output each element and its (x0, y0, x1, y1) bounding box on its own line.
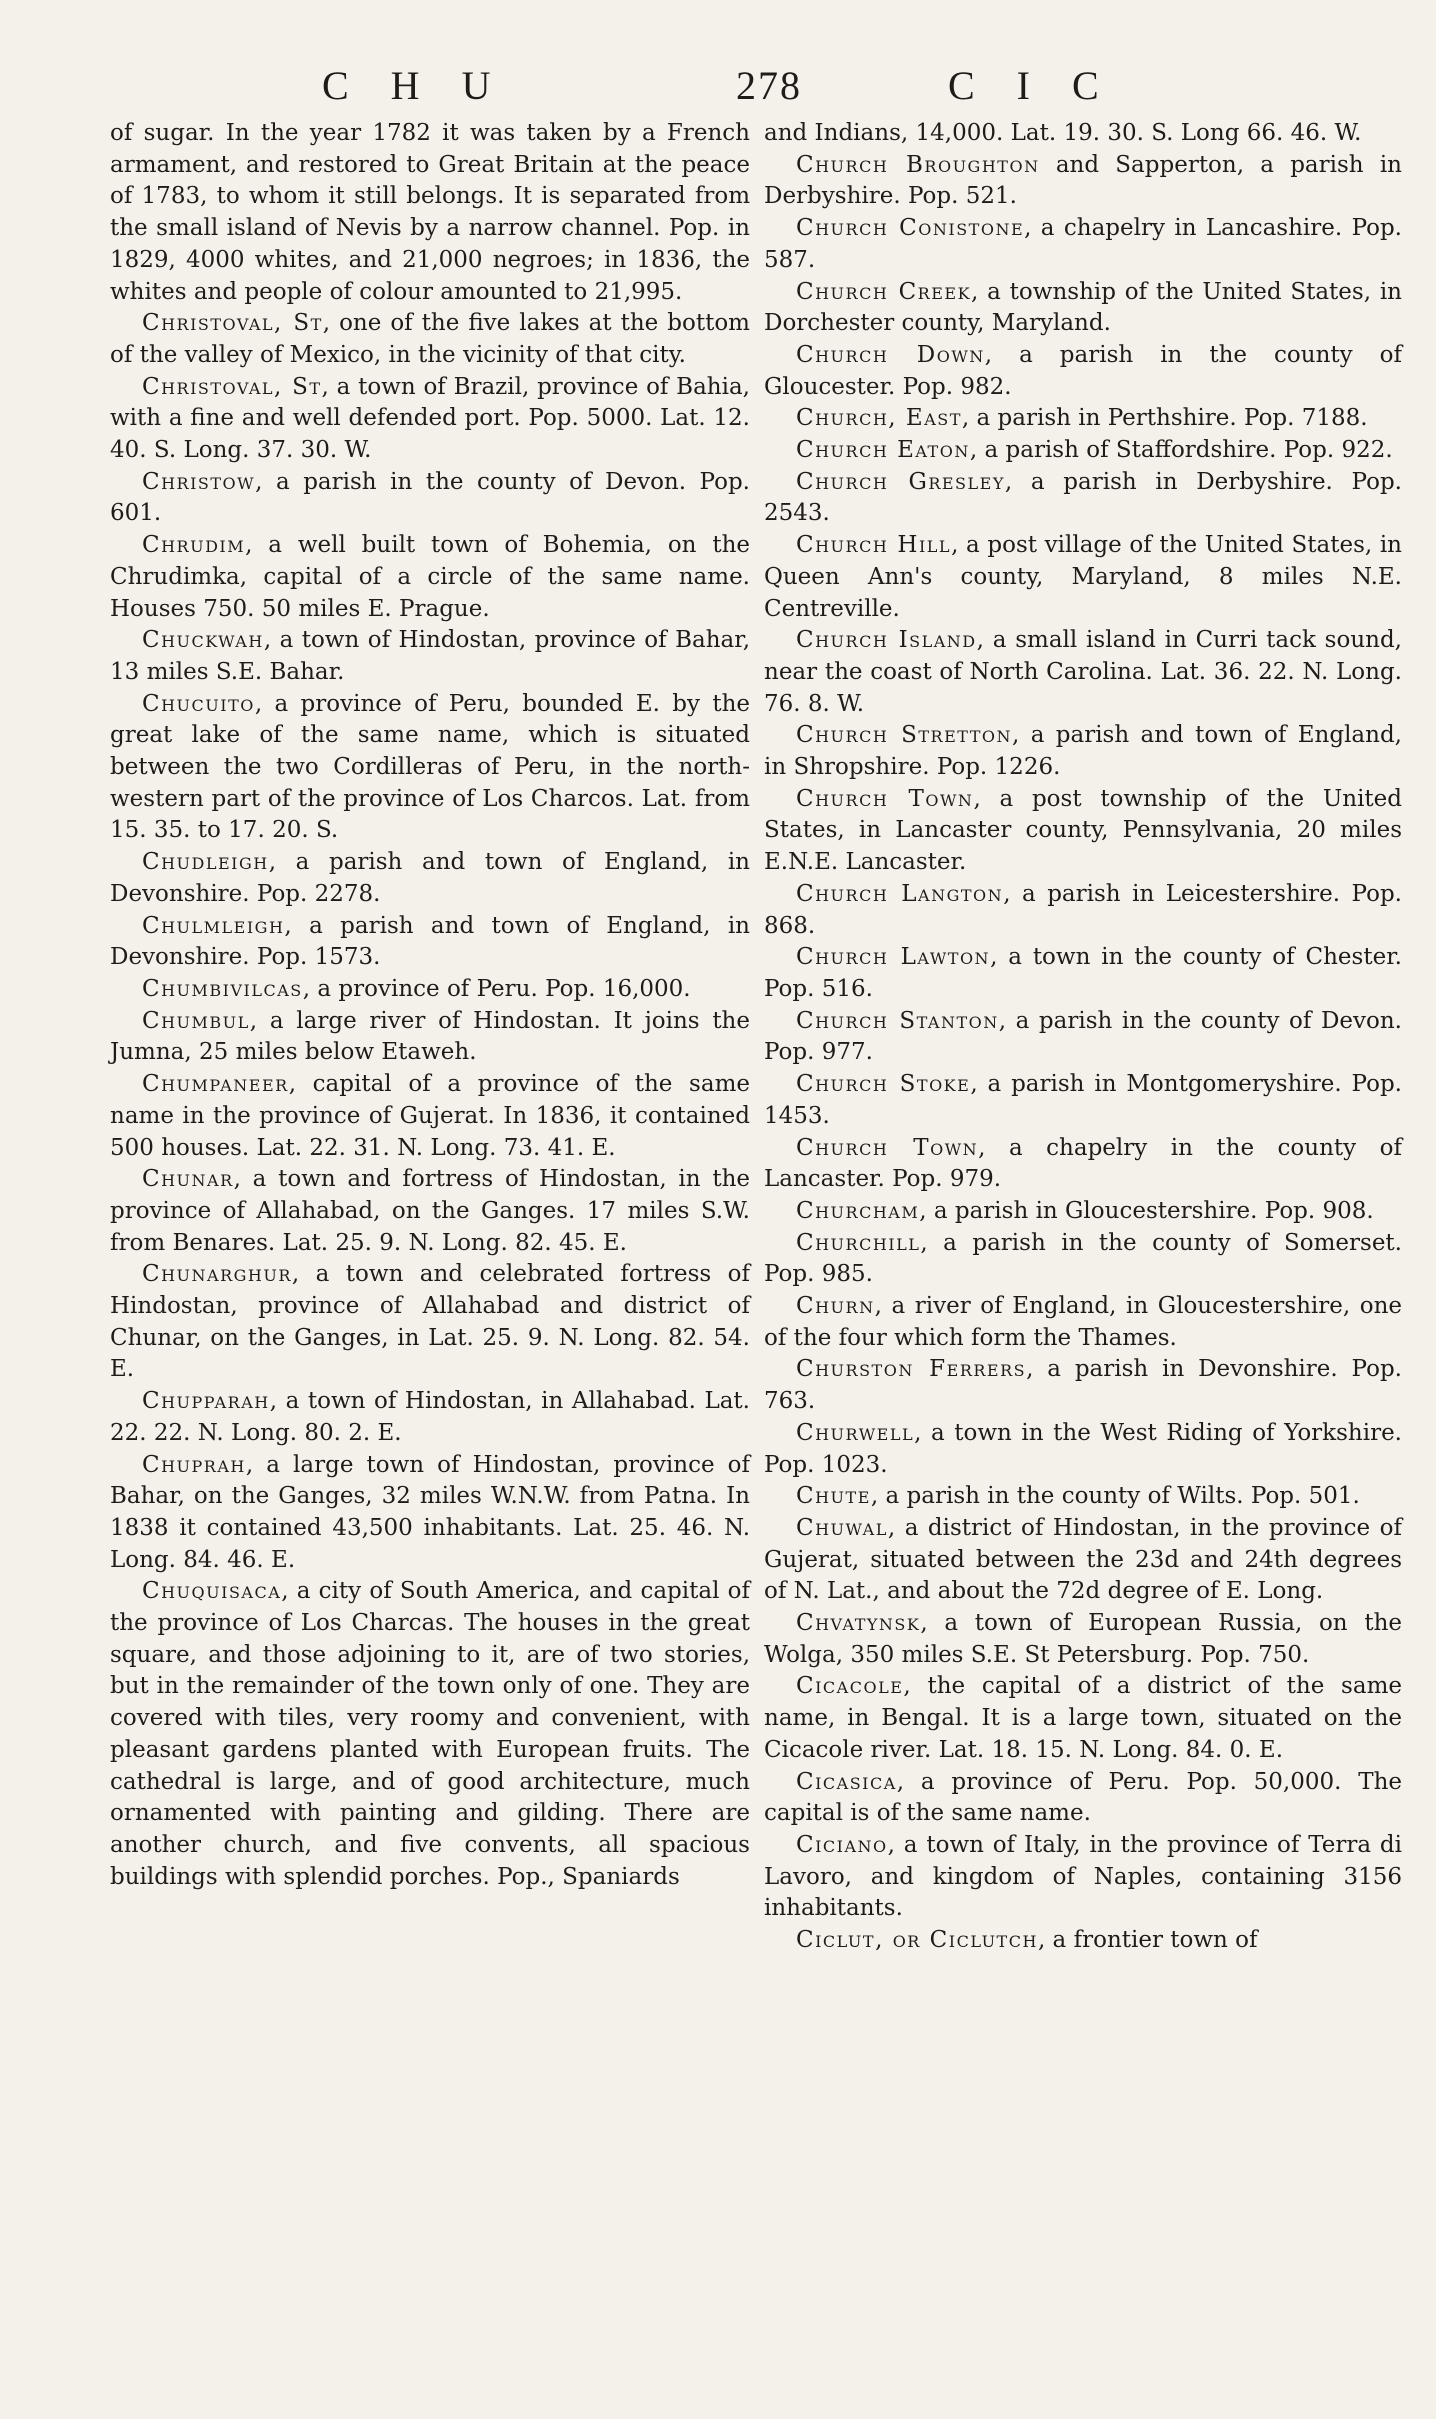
entry-headword: Churston Ferrers (796, 1356, 1027, 1383)
entry-headword: Christoval, St (142, 310, 323, 337)
entry-headword: Church Conistone (796, 215, 1025, 242)
entry-text: , a post village of the United States, in Queen Ann's county, Maryland, 8 miles N.E. Centreville. (764, 532, 1402, 622)
entry-headword: Church Lawton (796, 944, 991, 971)
entry-text: , a river of England, in Gloucestershire, one of the four which form the Thames. (764, 1293, 1402, 1351)
entry-headword: Church Island (796, 627, 977, 654)
entry-text: , a parish in Perthshire. Pop. 7188. (961, 405, 1368, 432)
gazetteer-entry (110, 625, 750, 688)
entry-headword: Chrudim (142, 532, 246, 559)
right-column (764, 118, 1402, 1957)
entry-headword: Chulmleigh (142, 912, 285, 939)
gazetteer-entry (764, 720, 1402, 783)
entry-text: , a town of Hindostan, in Allahabad. Lat. 22. 22. N. Long. 80. 2. E. (110, 1388, 750, 1446)
gazetteer-entry (110, 689, 750, 848)
gazetteer-entry (764, 1291, 1402, 1354)
entry-headword: Church Creek (796, 278, 972, 305)
entry-text: , a parish in Leicestershire. Pop. 868. (764, 880, 1402, 939)
entry-headword: Chute (796, 1483, 871, 1510)
gazetteer-entry (764, 1671, 1402, 1766)
gazetteer-entry (110, 467, 750, 530)
entry-text: , a town of Brazil, province of Bahia, with a fine and well defended port. Pop. 5000. Lat. 12. 40. S. Long. 37. 30. W. (110, 373, 750, 464)
entry-text: , a chapelry in Lancashire. Pop. 587. (764, 215, 1402, 273)
gazetteer-entry (764, 1069, 1402, 1132)
entry-headword: Chumbul (142, 1007, 250, 1034)
entry-headword: Chuquisaca (142, 1578, 282, 1605)
entry-text: , a post township of the United States, in Lancaster county, Pennsylvania, 20 miles E.N.E. Lancaster. (764, 785, 1402, 876)
entry-headword: Church Town (796, 785, 974, 812)
entry-text: , a parish in the county of Somerset. Pop. 985. (764, 1229, 1402, 1288)
gazetteer-entry (110, 974, 750, 1006)
entry-text: , a parish in Montgomeryshire. Pop. 1453. (764, 1071, 1402, 1129)
entry-headword: Church Gresley (796, 468, 1005, 495)
gazetteer-entry (764, 1513, 1402, 1608)
entry-headword: Chunarghur (142, 1261, 292, 1288)
entry-text: , a town of Hindostan, province of Bahar, 13 miles S.E. Bahar. (110, 627, 750, 685)
gazetteer-entry (764, 403, 1402, 435)
entry-headword: Churn (796, 1293, 875, 1320)
entry-text: , a town and fortress of Hindostan, in the province of Allahabad, on the Ganges. 17 miles S.W. from Benares. Lat. 25. 9. N. Long. 82. 45. E. (110, 1166, 750, 1256)
entry-text: , a parish of Staffordshire. Pop. 922. (969, 437, 1393, 464)
entry-headword: Chudleigh (142, 849, 269, 876)
gazetteer-entry (764, 213, 1402, 276)
entry-text: , a large river of Hindostan. It joins the Jumna, 25 miles below Etaweh. (110, 1007, 750, 1066)
gazetteer-entry (110, 308, 750, 371)
entry-text: , a town and celebrated fortress of Hindostan, province of Allahabad and district of Chunar, on the Ganges, in Lat. 25. 9. N. Long. 82. 54. E. (110, 1261, 750, 1383)
gazetteer-entry (110, 530, 750, 625)
entry-headword: Chuwal (796, 1514, 888, 1541)
entry-headword: Ciclut, or Ciclutch (796, 1927, 1038, 1954)
entry-headword: Chucuito (142, 690, 255, 717)
entry-headword: Ciciano (796, 1831, 888, 1858)
entry-headword: Church Stoke (796, 1071, 971, 1098)
entry-headword: Chupparah (142, 1388, 270, 1415)
entry-text: , capital of a province of the same name in the province of Gujerat. In 1836, it contained 500 houses. Lat. 22. 31. N. Long. 73. 41. E. (110, 1071, 750, 1161)
page-number: 278 (736, 63, 802, 108)
gazetteer-entry (764, 1767, 1402, 1830)
gazetteer-entry (764, 340, 1402, 403)
entry-text: , a town in the county of Chester. Pop. 516. (764, 944, 1402, 1002)
gazetteer-entry (764, 277, 1402, 340)
gazetteer-entry (764, 625, 1402, 720)
entry-text: , a parish and town of England, in Devonshire. Pop. 2278. (110, 849, 750, 907)
gazetteer-entry (110, 847, 750, 910)
entry-text: , a town in the West Riding of Yorkshire. Pop. 1023. (764, 1419, 1402, 1478)
gazetteer-entry (764, 1925, 1402, 1957)
entry-text: , one of the five lakes at the bottom of the valley of Mexico, in the vicinity of that city. (110, 310, 750, 368)
entry-text: , a chapelry in the county of Lancaster. Pop. 979. (764, 1134, 1402, 1193)
entry-text: , a town of European Russia, on the Wolga, 350 miles S.E. St Petersburg. Pop. 750. (764, 1610, 1402, 1668)
gazetteer-entry (110, 1259, 750, 1386)
gazetteer-entry (110, 118, 750, 308)
entry-text: , a parish in Derbyshire. Pop. 2543. (764, 468, 1402, 527)
gazetteer-entry (764, 435, 1402, 467)
entry-headword: Church, East (796, 405, 962, 432)
entry-text: and Sapperton, a parish in Derbyshire. Pop. 521. (764, 151, 1402, 210)
entry-text: , a province of Peru. Pop. 16,000. (302, 975, 691, 1002)
gazetteer-entry (110, 1069, 750, 1164)
gazetteer-entry (764, 1196, 1402, 1228)
entry-text: , the capital of a district of the same name, in Bengal. It is a large town, situated on the Cicacole river. Lat. 18. 15. N. Long. 84. 0. E. (764, 1673, 1402, 1763)
gazetteer-entry (764, 1006, 1402, 1069)
entry-headword: Cicasica (796, 1768, 897, 1795)
entry-text: , a province of Peru. Pop. 50,000. The capital is of the same name. (764, 1768, 1402, 1827)
header-right-guide: C I C (948, 63, 1115, 108)
entry-text: , a parish in the county of Wilts. Pop. 501. (870, 1483, 1360, 1510)
running-header (0, 62, 1436, 122)
entry-text: , a parish and town of England, in Devonshire. Pop. 1573. (110, 912, 750, 971)
entry-text: , a frontier town of (1037, 1927, 1258, 1954)
gazetteer-entry (110, 1006, 750, 1069)
gazetteer-entry (764, 530, 1402, 625)
entry-text: , a district of Hindostan, in the province of Gujerat, situated between the 23d and 24th degrees of N. Lat., and about the 72d degree of E. Long. (764, 1514, 1402, 1605)
gazetteer-entry (110, 1576, 750, 1893)
gazetteer-entry (764, 1481, 1402, 1513)
entry-headword: Chumbivilcas (142, 975, 303, 1002)
entry-headword: Chuprah (142, 1451, 246, 1478)
gazetteer-entry (110, 911, 750, 974)
entry-text: , a parish in the county of Devon. Pop. 977. (764, 1007, 1402, 1066)
gazetteer-entry (764, 942, 1402, 1005)
entry-headword: Church Langton (796, 880, 1004, 907)
entry-text: of sugar. In the year 1782 it was taken by a French armament, and restored to Great Britain at the peace of 1783, to whom it still belongs. It is separated from the small island of Nevis by a narrow channel. Pop. in 1829, 4000 whites, and 21,000 negroes; in 1836, the whites and people of colour amounted to 21,995. (110, 120, 750, 305)
entry-headword: Christoval, St (142, 373, 322, 400)
entry-text: , a city of South America, and capital of the province of Los Charcas. The houses in the great square, and those adjoining to it, are of two stories, but in the remainder of the town only of one. They are covered with tiles, very roomy and convenient, with pleasant gardens planted with European fruits. The cathedral is large, and of good architecture, much ornamented with painting and gilding. There are another church, and five convents, all spacious buildings with splendid porches. Pop., Spaniards (110, 1578, 750, 1890)
entry-text: and Indians, 14,000. Lat. 19. 30. S. Long 66. 46. W. (764, 120, 1362, 146)
gazetteer-entry (764, 1608, 1402, 1671)
entry-text: , a well built town of Bohemia, on the Chrudimka, capital of a circle of the same name. Houses 750. 50 miles E. Prague. (110, 532, 750, 622)
gazetteer-entry (110, 372, 750, 467)
gazetteer-entry (764, 784, 1402, 879)
entry-headword: Church Stanton (796, 1007, 999, 1034)
entry-headword: Churwell (796, 1419, 915, 1446)
entry-headword: Cicacole (796, 1673, 904, 1700)
gazetteer-entry (764, 150, 1402, 213)
gazetteer-entry (110, 1386, 750, 1449)
gazetteer-entry (764, 1228, 1402, 1291)
entry-headword: Churchill (796, 1229, 921, 1256)
entry-headword: Church Eaton (796, 437, 970, 464)
entry-text: , a large town of Hindostan, province of Bahar, on the Ganges, 32 miles W.N.W. from Patna. In 1838 it contained 43,500 inhabitants. Lat. 25. 46. N. Long. 84. 46. E. (110, 1451, 750, 1573)
header-left-guide: C H U (322, 63, 507, 108)
entry-headword: Chunar (142, 1166, 234, 1193)
entry-headword: Church Town (796, 1134, 979, 1161)
gazetteer-entry (764, 1830, 1402, 1925)
entry-headword: Church Stretton (796, 722, 1013, 749)
entry-text: , a parish in Devonshire. Pop. 763. (764, 1356, 1402, 1415)
entry-text: , a township of the United States, in Dorchester county, Maryland. (764, 278, 1402, 337)
entry-text: , a parish in the county of Gloucester. Pop. 982. (764, 341, 1402, 400)
gazetteer-entry (110, 1164, 750, 1259)
entry-headword: Christow (142, 468, 256, 495)
entry-text: , a parish and town of England, in Shropshire. Pop. 1226. (764, 722, 1402, 781)
entry-headword: Church Hill (796, 532, 952, 559)
entry-headword: Chvatynsk (796, 1610, 921, 1637)
gazetteer-entry (110, 1450, 750, 1577)
entry-headword: Chumpaneer (142, 1071, 289, 1098)
entry-headword: Church Broughton (796, 151, 1040, 178)
entry-headword: Churcham (796, 1197, 920, 1224)
entry-text: , a parish in the county of Devon. Pop. 601. (110, 468, 750, 527)
entry-text: , a parish in Gloucestershire. Pop. 908. (919, 1197, 1374, 1224)
entry-text: , a province of Peru, bounded E. by the great lake of the same name, which is situated between the two Cordilleras of Peru, in the north-western part of the province of Los Charcos. Lat. from 15. 35. to 17. 20. S. (110, 690, 750, 844)
left-column (110, 118, 750, 1893)
gazetteer-entry (764, 1418, 1402, 1481)
entry-headword: Church Down (796, 341, 985, 368)
entry-text: , a town of Italy, in the province of Terra di Lavoro, and kingdom of Naples, containing 3156 inhabitants. (764, 1831, 1402, 1922)
gazetteer-entry (764, 1133, 1402, 1196)
gazetteer-entry (764, 879, 1402, 942)
entry-text: , a small island in Curri tack sound, near the coast of North Carolina. Lat. 36. 22. N. Long. 76. 8. W. (764, 627, 1402, 717)
gazetteer-entry (764, 1354, 1402, 1417)
gazetteer-entry (764, 467, 1402, 530)
gazetteer-entry (764, 118, 1402, 150)
entry-headword: Chuckwah (142, 627, 264, 654)
